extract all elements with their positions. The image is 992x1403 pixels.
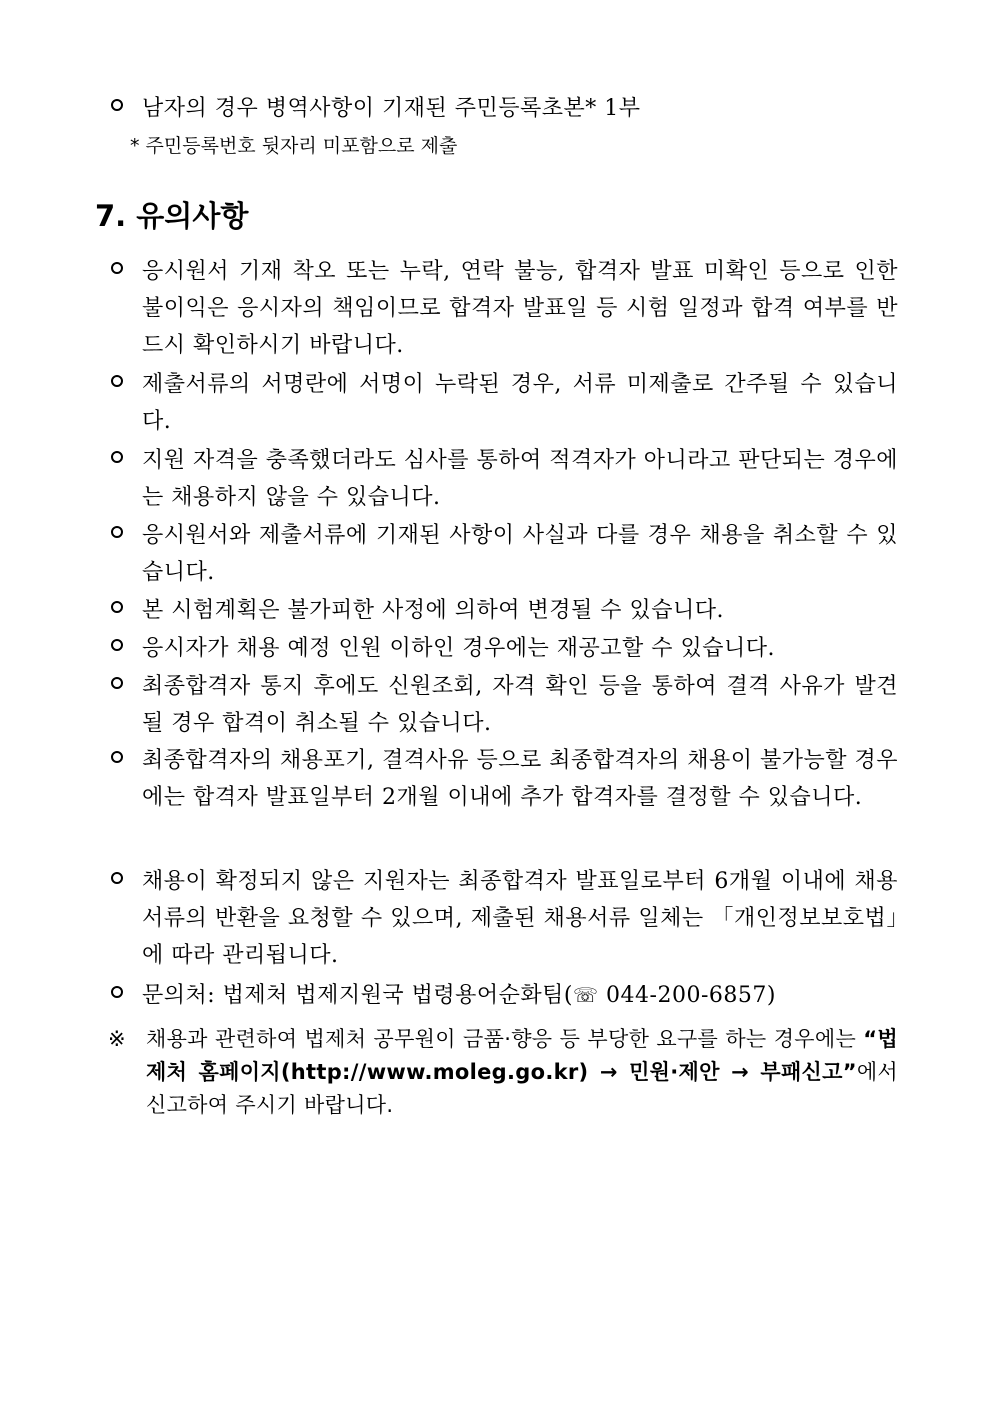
- list-item-text: 응시원서와 제출서류에 기재된 사항이 사실과 다를 경우 채용을 취소할 수 있습니다.: [142, 523, 898, 585]
- list-item: [108, 630, 898, 667]
- bullet-circle-icon: [111, 375, 123, 387]
- section-title: 7. 유의사항: [95, 199, 249, 233]
- footnote: * 주민등록번호 뒷자리 미포함으로 제출: [130, 135, 458, 157]
- bullet-circle-icon: [111, 451, 123, 463]
- list-item: [108, 668, 898, 742]
- list-item: [108, 742, 898, 816]
- bullet-circle-icon: [111, 639, 123, 651]
- contact-prefix: 문의처: 법제처 법제지원국 법령용어순화팀(: [142, 983, 574, 1008]
- notice-link-path: “법제처 홈페이지(http://www.moleg.go.kr) → 민원·제안 → 부패신고”: [146, 1027, 898, 1084]
- list-item: [108, 517, 898, 591]
- anti-corruption-notice: [108, 1023, 898, 1122]
- list-item: [108, 442, 898, 516]
- bullet-circle-icon: [111, 677, 123, 689]
- list-item-text: 제출서류의 서명란에 서명이 누락된 경우, 서류 미제출로 간주될 수 있습니다.: [142, 372, 898, 434]
- phone-icon: ☏: [573, 983, 599, 1007]
- notice-text-after: 에서 신고하여 주시기 바랍니다.: [146, 1060, 898, 1117]
- bullet-circle-icon: [111, 601, 123, 613]
- bullet-circle-icon: [111, 751, 123, 763]
- list-item-text: 본 시험계획은 불가피한 사정에 의하여 변경될 수 있습니다.: [142, 598, 724, 623]
- reference-mark-icon: ※: [108, 1027, 126, 1051]
- list-item: [108, 366, 898, 440]
- bullet-circle-icon: [111, 872, 123, 884]
- notice-text: [146, 1023, 898, 1122]
- list-item-text: 지원 자격을 충족했더라도 심사를 통하여 적격자가 아니라고 판단되는 경우에는 채용하지 않을 수 있습니다.: [142, 448, 899, 510]
- list-item-text: 응시자가 채용 예정 인원 이하인 경우에는 재공고할 수 있습니다.: [142, 636, 775, 661]
- notice-text-before: 채용과 관련하여 법제처 공무원이 금품·향응 등 부당한 요구를 하는 경우에는: [146, 1027, 864, 1051]
- list-item: [108, 863, 898, 974]
- list-item: [108, 253, 898, 364]
- list-item-resident-record: [108, 90, 898, 127]
- list-item-text: 최종합격자의 채용포기, 결격사유 등으로 최종합격자의 채용이 불가능할 경우에는 합격자 발표일부터 2개월 이내에 추가 합격자를 결정할 수 있습니다.: [142, 748, 899, 810]
- bullet-circle-icon: [111, 262, 123, 274]
- bullet-circle-icon: [111, 986, 123, 998]
- contact-phone: 044-200-6857): [598, 983, 776, 1008]
- bullet-circle-icon: [111, 526, 123, 538]
- contact-text: [142, 977, 898, 1014]
- list-item-text: 최종합격자 통지 후에도 신원조회, 자격 확인 등을 통하여 결격 사유가 발견될 경우 합격이 취소될 수 있습니다.: [142, 674, 898, 736]
- list-item-text: 채용이 확정되지 않은 지원자는 최종합격자 발표일로부터 6개월 이내에 채용서류의 반환을 요청할 수 있으며, 제출된 채용서류 일체는 「개인정보보호법」에 따라 관리됩니다.: [142, 869, 898, 968]
- bullet-circle-icon: [111, 99, 123, 111]
- list-item: [108, 592, 898, 629]
- list-item-text: 남자의 경우 병역사항이 기재된 주민등록초본* 1부: [142, 96, 641, 121]
- list-item-contact: [108, 977, 898, 1014]
- list-item-text: 응시원서 기재 착오 또는 누락, 연락 불능, 합격자 발표 미확인 등으로 인한 불이익은 응시자의 책임이므로 합격자 발표일 등 시험 일정과 합격 여부를 반드시 확인하시기 바랍니다.: [142, 259, 898, 358]
